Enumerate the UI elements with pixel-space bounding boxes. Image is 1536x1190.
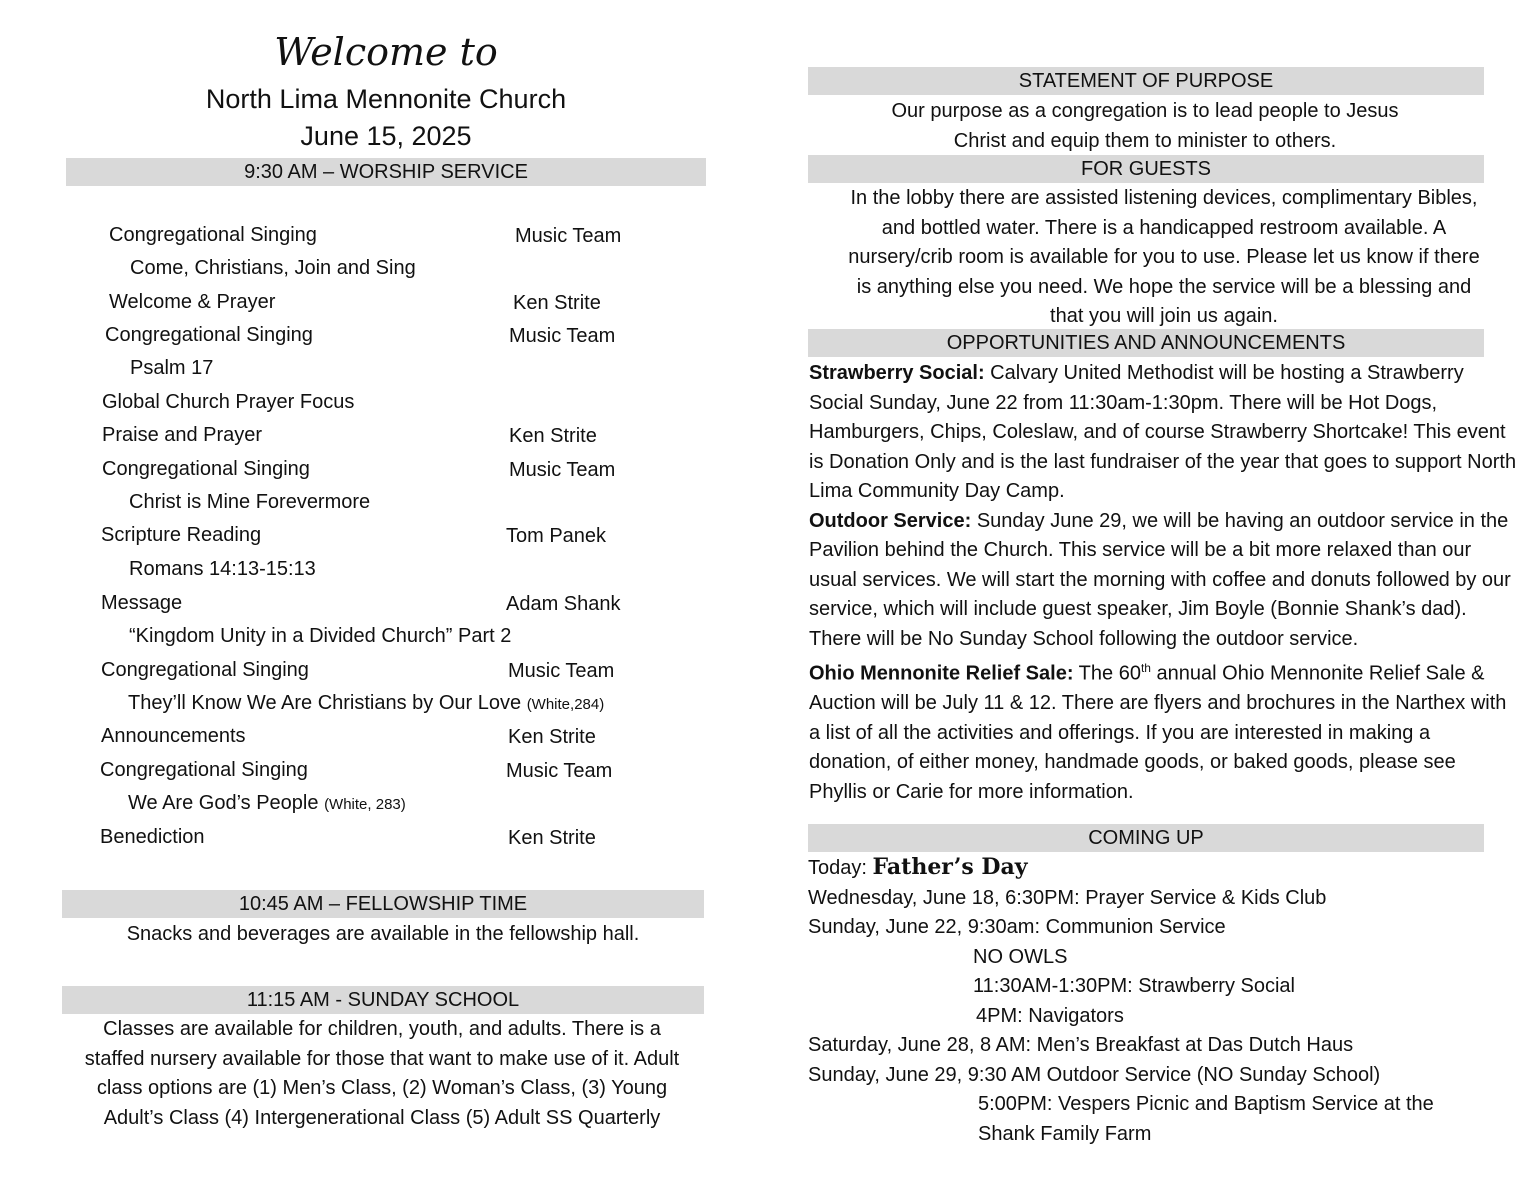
worship-item: Scripture Reading: [101, 524, 262, 546]
worship-item: [128, 790, 406, 818]
song-title: We Are God’s People: [128, 792, 319, 814]
guests-text: In the lobby there are assisted listening devices, complimentary Bibles, and bottled water. There is a handicapped restroom available. A nursery/crib room is available for you to use. Please let us know if there is anything else you need. We hope the service will be a blessing and that you will join us again.: [848, 187, 1480, 327]
worship-leader: Ken Strite: [508, 726, 596, 748]
ordinal-suffix: th: [1140, 661, 1151, 675]
worship-leader: Music Team: [515, 225, 622, 247]
song-title: They’ll Know We Are Christians by Our Love: [128, 692, 522, 714]
worship-item: Congregational Singing: [100, 759, 308, 781]
outdoor-service-announcement: [809, 507, 1517, 655]
worship-leader: Music Team: [509, 459, 616, 481]
announcement-title: Strawberry Social:: [809, 362, 985, 384]
coming-up-item: 11:30AM-1:30PM: Strawberry Social: [973, 975, 1295, 997]
worship-item: Congregational Singing: [109, 224, 317, 246]
coming-up-item: Shank Family Farm: [978, 1122, 1152, 1145]
coming-up-item: NO OWLS: [973, 945, 1068, 968]
coming-up-heading: COMING UP: [808, 824, 1484, 852]
announcements-heading: OPPORTUNITIES AND ANNOUNCEMENTS: [808, 329, 1484, 357]
worship-item: Come, Christians, Join and Sing: [130, 257, 416, 279]
worship-item: Announcements: [101, 725, 246, 747]
worship-item: Congregational Singing: [105, 324, 313, 346]
coming-up-item: Sunday, June 22, 9:30am: Communion Service: [808, 916, 1226, 938]
church-name: North Lima Mennonite Church: [205, 84, 567, 114]
hymnal-reference: (White,284): [526, 696, 605, 713]
fellowship-heading: 10:45 AM – FELLOWSHIP TIME: [62, 890, 704, 918]
announcement-title: Outdoor Service:: [809, 509, 972, 532]
relief-sale-announcement: [809, 654, 1517, 807]
announcement-text: Sunday June 29, we will be having an outdoor service in the Pavilion behind the Church. This service will be a bit more relaxed than our usual services. We will start the morning with coffee and donuts followed by our service, which will include guest speaker, Jim Boyle (Bonnie Shank’s dad). There will be No Sunday School following the outdoor service.: [809, 509, 1511, 650]
fellowship-text: Snacks and beverages are available in the fellowship hall.: [126, 923, 640, 945]
announcement-title: Ohio Mennonite Relief Sale:: [809, 662, 1074, 685]
coming-up-today: [808, 853, 1434, 884]
worship-item: [128, 690, 604, 718]
welcome-heading: Welcome to: [274, 30, 498, 74]
announcement-text: The 60: [1073, 662, 1141, 685]
worship-item: Congregational Singing: [101, 659, 309, 681]
coming-up-item: Wednesday, June 18, 6:30PM: Prayer Service & Kids Club: [808, 886, 1327, 909]
coming-up-item: 4PM: Navigators: [976, 1004, 1124, 1027]
hymnal-reference: (White, 283): [324, 796, 406, 813]
strawberry-social-announcement: [809, 359, 1517, 507]
worship-leader: Adam Shank: [506, 593, 621, 615]
today-value: Father’s Day: [872, 854, 1028, 880]
worship-item: Global Church Prayer Focus: [102, 391, 355, 413]
worship-item: Praise and Prayer: [102, 424, 263, 446]
coming-up-item: Sunday, June 29, 9:30 AM Outdoor Service (NO Sunday School): [808, 1063, 1381, 1086]
coming-up-item: 5:00PM: Vespers Picnic and Baptism Service at the: [978, 1093, 1434, 1115]
announcement-text: Calvary United Methodist will be hosting a Strawberry Social Sunday, June 22 from 11:30am-1:30pm. There will be Hot Dogs, Hamburgers, Chips, Coleslaw, and of course Strawberry Shortcake! This event is Donation Only and is the last fundraiser of the year that goes to support North Lima Community Day Camp.: [809, 362, 1517, 502]
worship-item: Psalm 17: [130, 357, 214, 379]
coming-up-item: Saturday, June 28, 8 AM: Men’s Breakfast at Das Dutch Haus: [808, 1034, 1354, 1056]
guests-heading: FOR GUESTS: [808, 155, 1484, 183]
worship-item: Welcome & Prayer: [109, 291, 276, 313]
purpose-text: Our purpose as a congregation is to lead people to Jesus Christ and equip them to minister to others.: [891, 100, 1399, 152]
announcement-text: annual Ohio Mennonite Relief Sale & Auction will be July 11 & 12. There are flyers and brochures in the Narthex with a list of all the activities and offerings. If you are interested in making a donation, of either money, handmade goods, or baked goods, please see Phyllis or Carie for more information.: [809, 662, 1507, 803]
today-label: Today:: [808, 857, 873, 879]
worship-leader: Music Team: [509, 325, 616, 347]
coming-up-list: [808, 853, 1434, 1149]
worship-leader: Ken Strite: [508, 827, 596, 849]
worship-leader: Music Team: [506, 760, 613, 782]
sunday-school-heading: 11:15 AM - SUNDAY SCHOOL: [62, 986, 704, 1014]
purpose-heading: STATEMENT OF PURPOSE: [808, 67, 1484, 95]
worship-leader: Music Team: [508, 660, 615, 682]
worship-heading: 9:30 AM – WORSHIP SERVICE: [66, 158, 706, 186]
worship-item: “Kingdom Unity in a Divided Church” Part 2: [129, 625, 512, 647]
worship-item: Christ is Mine Forevermore: [129, 491, 371, 513]
worship-item: Congregational Singing: [102, 458, 310, 480]
worship-item: Benediction: [100, 826, 205, 848]
worship-leader: Ken Strite: [509, 425, 597, 447]
worship-item: Romans 14:13-15:13: [129, 558, 316, 580]
service-date: June 15, 2025: [300, 121, 472, 151]
worship-leader: Ken Strite: [513, 292, 601, 314]
worship-leader: Tom Panek: [506, 525, 607, 547]
announcements-body: [809, 359, 1517, 807]
worship-item: Message: [101, 592, 183, 614]
sunday-school-text: Classes are available for children, youth, and adults. There is a staffed nursery available for those that want to make use of it. Adult class options are (1) Men’s Class, (2) Woman’s Class, (3) Young Adult’s Class (4) Intergenerational Class (5) Adult SS Quarterly: [84, 1018, 680, 1129]
